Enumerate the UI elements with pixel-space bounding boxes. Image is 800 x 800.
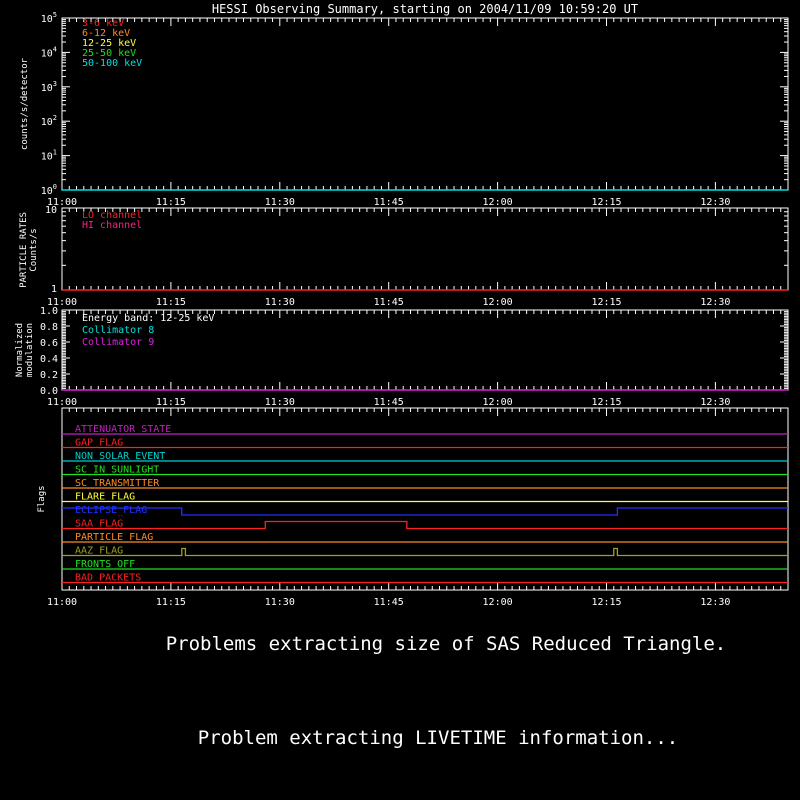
panel-particle [19, 205, 788, 308]
y-tick-label: 1.0 [39, 306, 58, 317]
y-tick-label: $10^1$ [40, 148, 57, 163]
y-axis-label: counts/s/detector [20, 57, 30, 151]
y-tick-label: 0.4 [39, 354, 58, 365]
livetime-message: Problem extracting LIVETIME information... [197, 727, 679, 749]
plot-title: HESSI Observing Summary, starting on 2004/11/09 10:59:20 UT [211, 2, 639, 16]
x-tick-label: 11:30 [264, 197, 295, 208]
legend-50-100-keV: 50-100 keV [82, 58, 143, 69]
y-tick-label: $10^4$ [40, 45, 57, 60]
flag-label-SC_IN_SUNLIGHT: SC_IN_SUNLIGHT [75, 464, 160, 476]
flag-line-ECLIPSE_FLAG [62, 508, 788, 515]
panel-flags [37, 408, 788, 608]
flag-label-GAP_FLAG: GAP_FLAG [75, 437, 124, 449]
flag-label-SC_TRANSMITTER: SC_TRANSMITTER [75, 478, 160, 489]
y-tick-label: $10^2$ [40, 114, 57, 129]
x-tick-label: 12:15 [591, 197, 622, 208]
x-tick-label: 11:45 [373, 397, 404, 408]
x-tick-label: 12:15 [591, 297, 622, 308]
x-tick-label: 11:15 [155, 297, 186, 308]
flag-label-FRONTS_OFF: FRONTS_OFF [75, 559, 136, 570]
x-tick-label: 12:00 [482, 597, 513, 608]
x-tick-label: 11:45 [373, 597, 404, 608]
panel-frame [62, 18, 788, 190]
x-tick-label: 12:00 [482, 197, 513, 208]
sas-message: Problems extracting size of SAS Reduced Triangle. [165, 633, 727, 655]
x-tick-label: 11:45 [373, 197, 404, 208]
panel-frame [62, 208, 788, 290]
flag-line-SAA_FLAG [62, 522, 788, 529]
x-tick-label: 12:00 [482, 397, 513, 408]
flag-label-AAZ_FLAG: AAZ_FLAG [75, 545, 124, 557]
panel-counts [20, 11, 788, 208]
x-tick-label: 12:00 [482, 297, 513, 308]
y-axis-label: PARTICLE RATESCounts/s [19, 212, 39, 288]
legend-LO-channel: LO channel [82, 210, 143, 221]
x-tick-label: 11:15 [155, 397, 186, 408]
y-tick-label: 1 [50, 284, 57, 295]
x-tick-label: 12:15 [591, 597, 622, 608]
y-tick-label: $10^0$ [40, 183, 57, 197]
flag-label-PARTICLE_FLAG: PARTICLE_FLAG [75, 532, 154, 543]
x-tick-label: 11:30 [264, 397, 295, 408]
panel-modulation [15, 306, 788, 408]
flag-label-ATTENUATOR_STATE: ATTENUATOR_STATE [75, 424, 172, 435]
y-tick-label: 0.0 [39, 386, 58, 397]
flag-label-FLARE_FLAG: FLARE_FLAG [75, 491, 136, 503]
x-tick-label: 12:30 [700, 397, 731, 408]
legend-HI-channel: HI channel [82, 220, 143, 231]
flag-label-NON_SOLAR_EVENT: NON_SOLAR_EVENT [75, 451, 166, 462]
flag-label-ECLIPSE_FLAG: ECLIPSE_FLAG [75, 505, 148, 516]
y-axis-label: Normalizedmodulation [15, 322, 35, 378]
y-tick-label: 0.2 [39, 370, 58, 381]
x-tick-label: 11:00 [46, 397, 78, 408]
legend-Collimator-8: Collimator 8 [82, 325, 155, 336]
x-tick-label: 11:30 [264, 297, 295, 308]
x-tick-label: 11:15 [155, 597, 186, 608]
y-tick-label: 0.8 [39, 322, 58, 333]
legend-25-50-keV: 25-50 keV [82, 48, 137, 59]
x-tick-label: 11:00 [46, 597, 78, 608]
x-tick-label: 11:00 [46, 297, 78, 308]
flag-line-AAZ_FLAG [62, 549, 788, 556]
y-tick-label: 0.6 [39, 338, 58, 349]
legend-6-12-keV: 6-12 keV [82, 28, 131, 39]
x-tick-label: 12:15 [591, 397, 622, 408]
x-tick-label: 12:30 [700, 297, 731, 308]
energy-band-annotation: Energy band: 12-25 keV [82, 313, 215, 324]
x-tick-label: 11:15 [155, 197, 186, 208]
x-tick-label: 12:30 [700, 197, 731, 208]
flag-label-BAD_PACKETS: BAD_PACKETS [75, 572, 142, 584]
legend-12-25-keV: 12-25 keV [82, 38, 137, 49]
panel-frame [62, 408, 788, 590]
y-tick-label: 10 [44, 205, 57, 216]
x-tick-label: 12:30 [700, 597, 731, 608]
x-tick-label: 11:00 [46, 197, 78, 208]
x-tick-label: 11:30 [264, 597, 295, 608]
flag-label-SAA_FLAG: SAA_FLAG [75, 518, 124, 530]
y-tick-label: $10^5$ [40, 11, 57, 25]
y-axis-label: Flags [37, 485, 47, 513]
legend-Collimator-9: Collimator 9 [82, 337, 155, 348]
legend-3-6-keV: 3-6 keV [82, 18, 125, 29]
x-tick-label: 11:45 [373, 297, 404, 308]
y-tick-label: $10^3$ [40, 79, 57, 94]
